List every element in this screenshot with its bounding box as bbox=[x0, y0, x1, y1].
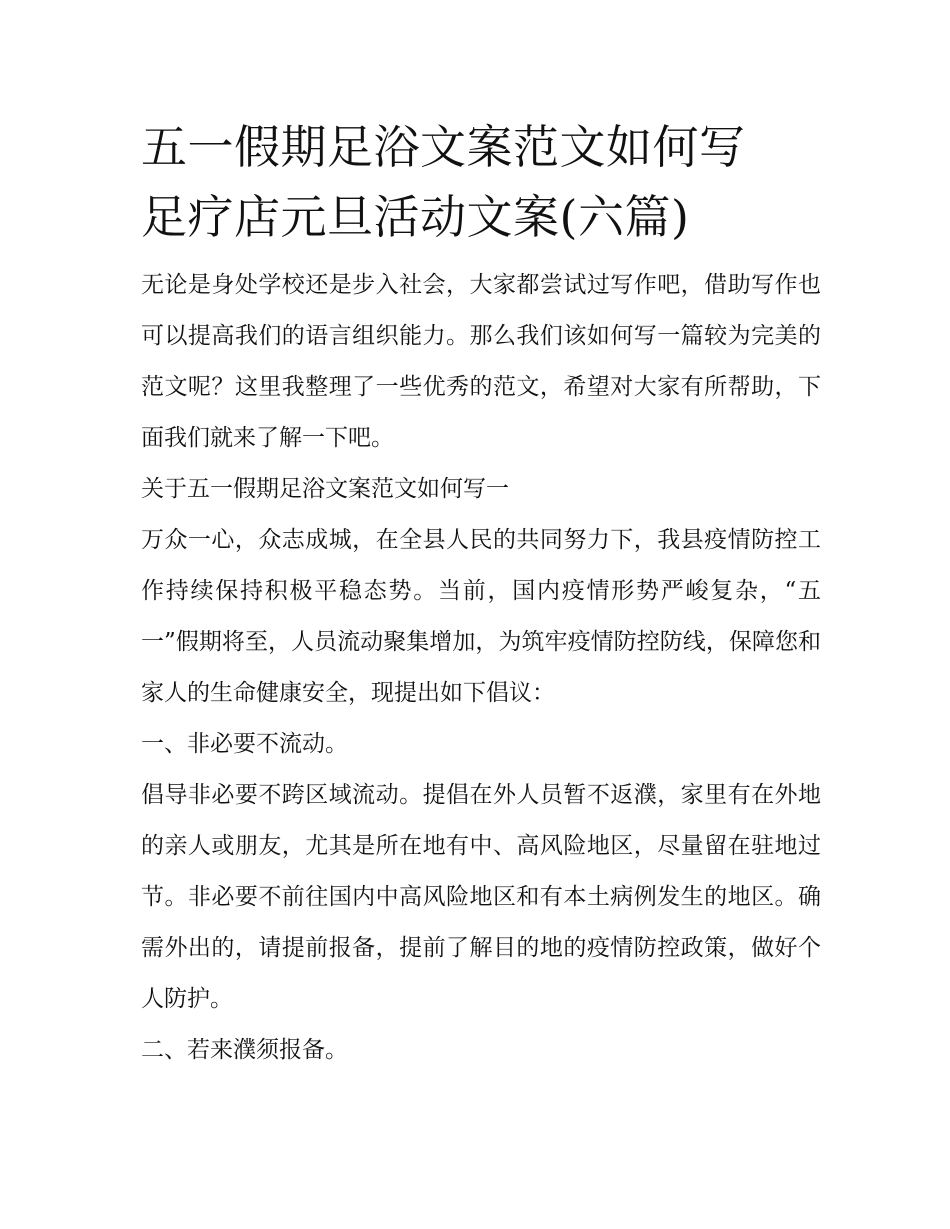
list-heading-1: 一、非必要不流动。 bbox=[141, 731, 348, 757]
document-body bbox=[141, 112, 821, 1076]
list-heading-2: 二、若来濮须报备。 bbox=[141, 1037, 348, 1063]
body-paragraph: 倡导非必要不跨区域流动。提倡在外人员暂不返濮，家里有在外地的亲人或朋友，尤其是所在地有中、高风险地区，尽量留在驻地过节。非必要不前往国内中高风险地区和有本土病例发生的地区。确需外出的，请提前报备，提前了解目的地的疫情防控政策，做好个人防护。 bbox=[141, 782, 821, 1012]
title-line-1: 五一假期足浴文案范文如何写 bbox=[141, 120, 746, 174]
body-paragraph: 万众一心，众志成城，在全县人民的共同努力下，我县疫情防控工作持续保持积极平稳态势。当前，国内疫情形势严峻复杂，“五一”假期将至，人员流动聚集增加，为筑牢疫情防控防线，保障您和家人的生命健康安全，现提出如下倡议： bbox=[141, 527, 821, 706]
section-heading: 关于五一假期足浴文案范文如何写一 bbox=[141, 476, 509, 502]
document-title bbox=[141, 112, 821, 252]
intro-paragraph: 无论是身处学校还是步入社会，大家都尝试过写作吧，借助写作也可以提高我们的语言组织能力。那么我们该如何写一篇较为完美的范文呢？这里我整理了一些优秀的范文，希望对大家有所帮助，下面我们就来了解一下吧。 bbox=[141, 272, 821, 451]
title-line-2: 足疗店元旦活动文案(六篇) bbox=[141, 190, 690, 244]
